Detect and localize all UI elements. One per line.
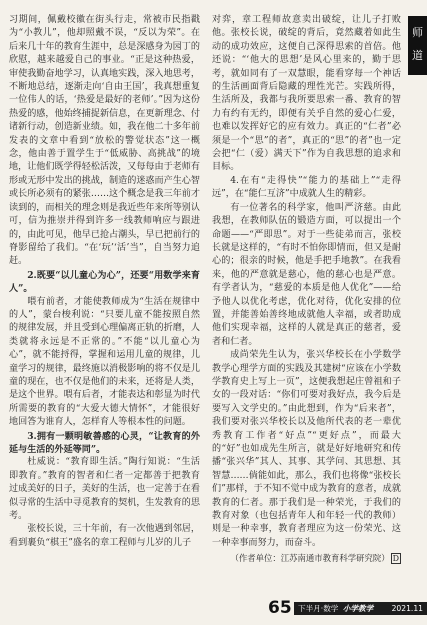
paragraph-text: 张校长说，三十年前，有一次他遇到邻居，看到裹负“棋王”盛名的章工程师与儿岁的儿子 xyxy=(9,524,200,548)
issue-date: 2021.11 xyxy=(391,604,423,613)
magazine-name: 小学教学 xyxy=(342,604,374,613)
paragraph-continued xyxy=(212,14,401,175)
paragraph-text: 成尚荣先生认为，张兴华校长在小学数学教学心理学方面的实践及其建树“应该在小学数学教育史上写上一页”，这便我想起庄曾祖和子女的一段对话：“你们可要对我好点，我今后是要写入文学史的。”由此想到，作为“后来者”，我们要对张兴华校长以及他所代表的老一辈优秀教育工作者“好点”“更好点”，而最大的“好”也如成先生所言，就是好好地研究和传播“张兴华”其人、其事、其学问、其思想、其智慧……倘能如此，那么，我们也将像“张校长们”那样，于不知不觉中成为教育的意者，成就教育的仁者。那于我们是一种荣光，于我们的教育对象（也包括青年人和年轻一代的教师）则是一种幸事，教育者理应为这一份荣光、这一种幸事而努力，而奋斗。 xyxy=(212,350,401,548)
paragraph-text: 有一位著名的科学家，他叫严济慈。由此我想，在教师队伍的锻造方面，可以提出一个命题——“严即思”。对于一些徒弟而言，张校长就是这样的，“有时不怕你即情而，但又是耐心的；很亲的时候，他是手把手地教”。在我看来，他的严意就是慈心，他的慈心也是严意。有学者认为，“慈爱的本质是他人优化”——给予他人以优化考虑，优化对待，优化安排的位置，并能善始善终地成就他人幸福，或者助成他们实现幸福，这样的人就是真正的慈者，爱者和仁者。 xyxy=(212,202,401,347)
paragraph xyxy=(9,456,200,523)
paragraph-text: 4.在有“走得快”“能力的基础上”“走得远”，在“能仁互济”中成就人生的精彩。 xyxy=(212,175,401,200)
section-heading xyxy=(9,430,200,457)
section-tab xyxy=(408,16,427,75)
right-column xyxy=(212,14,401,566)
paragraph xyxy=(212,202,401,349)
paragraph xyxy=(212,349,401,550)
end-mark: D xyxy=(392,554,399,564)
paragraph-text: 对弈，章工程师故意卖出破绽，让儿子打败他。张校长说，破绽的背后，竟然藏着如此生动的成功效应，这便自己深得思索的首倍。他还说：“‘他大的思想’是风心里来的，勤于思考，就如同有了一双慧眼，能看穿每一个神话的生活画面背后隐藏的理性光芒。实践所得，生活所及，我都与我所要思索一番、教育的智力有约有无约，即便有关乎自然的爱心仁爱，也难以发挥好它的应有效力。真正的“仁者”必须是一个“思”的者”，真正的“思”的者”也一定会把“仁（爱）满天下”作为自我思想的追求和目标。 xyxy=(212,15,401,173)
paragraph xyxy=(9,296,200,430)
author-affiliation-text: （作者单位：江苏南通市教育科学研究院） xyxy=(230,553,390,564)
paragraph xyxy=(212,175,401,202)
page-number: 65 xyxy=(268,598,292,618)
section-tab-char: 师 xyxy=(412,26,423,39)
page-footer xyxy=(0,600,427,618)
paragraph-text: 2.既要“以儿童心为心”，还要“用数学来育人”。 xyxy=(9,269,200,295)
section-heading xyxy=(9,269,200,296)
paragraph-text: 杜威说：“教育即生活。”陶行知说：“生活即教育。”教育的智者和仁者一定都善于把教育过成美好的日子，美好的生活，也一定善于在看似寻常的生活中寻觅教育的契机，生发教育的思考。 xyxy=(9,457,200,522)
paragraph-text: 喂有前者，才能使教师成为“生活在规律中的人”，蒙台梭利说：“只要儿童不能按照自然的规律发展，并且受到心理偏离正轨的折磨，人类就将永远是不正常的。”不能“以儿童心为心”，就不能捋得，掌握和运用儿童的规律，儿童学习的规律，最终施以消极影响的将不仅是儿童的现在，也不仅是他们的未来，还将是人类，是这个世界。喂有后者，才能表达和彰显为时代所需要的教育的“大爱大德大情怀”，才能很好地回答为谁育人，怎样育人等根本性的问题。 xyxy=(9,296,200,428)
section-tab-char: 道 xyxy=(412,49,423,62)
author-affiliation xyxy=(212,552,401,565)
paragraph xyxy=(9,523,200,550)
issue-label: 下半月·数学 xyxy=(298,604,339,613)
left-column xyxy=(9,14,200,550)
paragraph-continued xyxy=(9,14,200,269)
paragraph-text: 3.拥有一颗明敏善感的心灵，“让教育的外延与生活的外延等同”。 xyxy=(9,430,200,455)
paragraph-text: 习期间，佩戴校徽在街头行走，常被市民指戳为“小教儿”，他却照戴不误，“反以为荣”。在后来几十年的教育生涯中，总是深感身为园丁的欣慰，越来越爱自己的事业。“正是这种热爱，审使我勤奋地学习，认真地实践，深入地思考，不断地总结，逐渐走向‘自由王国’，我真想重复一位伟人的话，‘热爱是最好的老师’。”因为这份热爱的感，他始终捕捉新信息，在更新理念、付诸新行动，创造新业绩。如，我在他二十多年前发表的文章中看到“放松的警觉状态”这一概念，他由善于置学生于“低威胁、高挑战”的境地，让他们既学得轻松活泼，又每每由于老师有形或无形中发出的挑战，制造的迷惑而产生心智或长所必须有的紧张……这个概念是我三年前才读到的，而相关的理念则是我近些年来所等别认可，信为推崇并得到许多一线教师响应与跟进的，由此可见，他早已抢占潮头，早已把前行的脊影留给了我们。“在‘玩’‘活’当”，自当努力追赶。 xyxy=(9,15,200,267)
journal-bar xyxy=(294,602,427,615)
